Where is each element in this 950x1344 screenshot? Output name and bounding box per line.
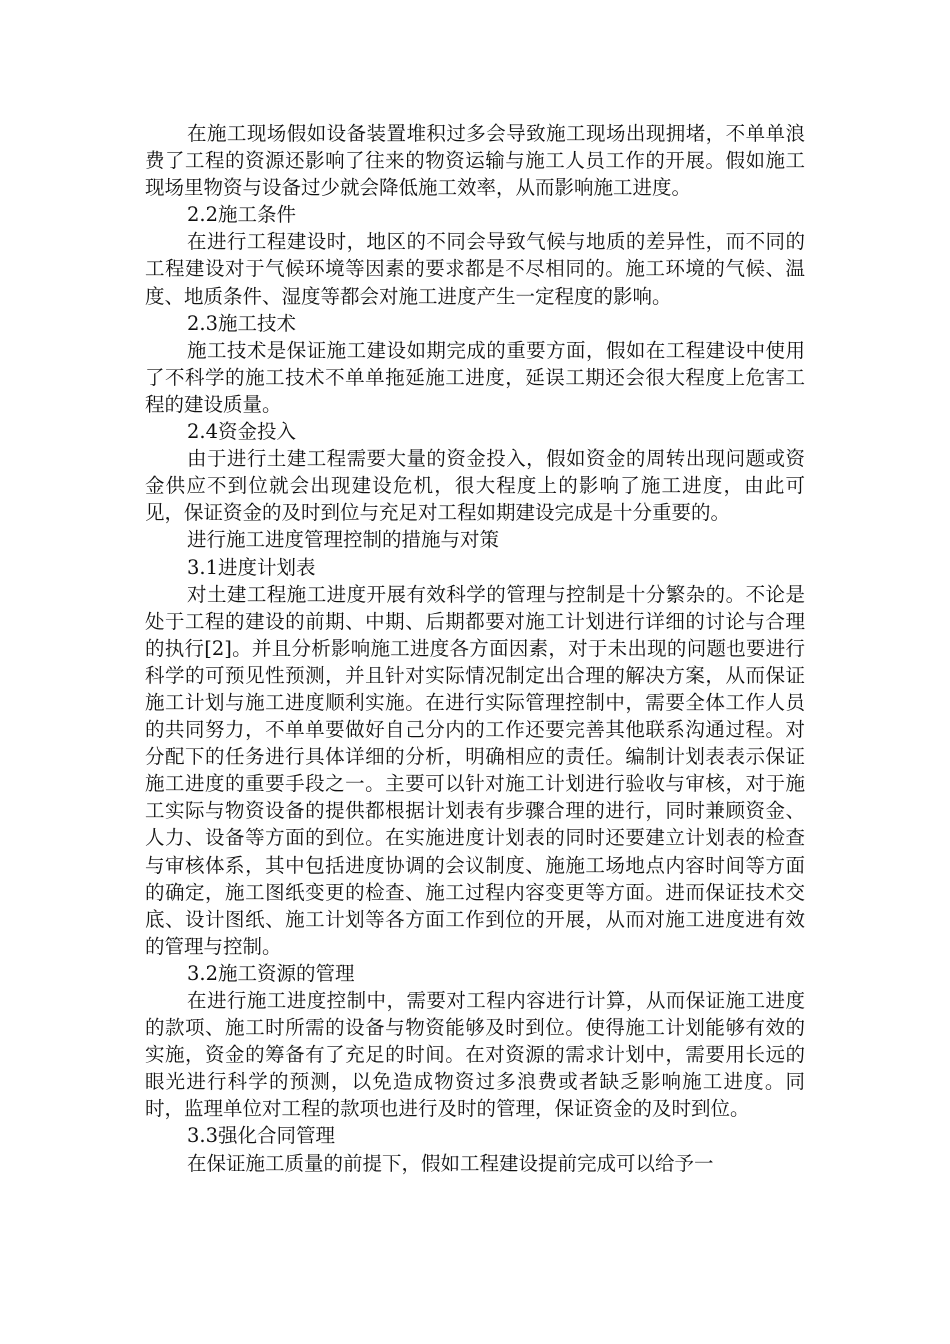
paragraph-construction-technology: 施工技术是保证施工建设如期完成的重要方面，假如在工程建设中使用了不科学的施工技术不单单拖延施工进度，延误工期还会很大程度上危害工程的建设质量。 — [145, 338, 805, 416]
paragraph-construction-conditions: 在进行工程建设时，地区的不同会导致气候与地质的差异性，而不同的工程建设对于气候环境等因素的要求都是不尽相同的。施工环境的气候、温度、地质条件、湿度等都会对施工进度产生一定程度的影响。 — [145, 230, 805, 308]
heading-2-2: 2.2施工条件 — [187, 203, 297, 227]
paragraph-capital-investment: 由于进行土建工程需要大量的资金投入，假如资金的周转出现问题或资金供应不到位就会出现建设危机，很大程度上的影响了施工进度，由此可见，保证资金的及时到位与充足对工程如期建设完成是十分重要的。 — [145, 447, 805, 525]
heading-3-1: 3.1进度计划表 — [187, 555, 316, 579]
paragraph-contract-management: 在保证施工质量的前提下，假如工程建设提前完成可以给予一 — [187, 1151, 714, 1175]
heading-2-3: 2.3施工技术 — [187, 311, 297, 335]
paragraph-site-congestion: 在施工现场假如设备装置堆积过多会导致施工现场出现拥堵，不单单浪费了工程的资源还影响了往来的物资运输与施工人员工作的开展。假如施工现场里物资与设备过少就会降低施工效率，从而影响施工进度。 — [145, 122, 805, 200]
heading-3-3: 3.3强化合同管理 — [187, 1124, 336, 1148]
paragraph-resource-management: 在进行施工进度控制中，需要对工程内容进行计算，从而保证施工进度的款项、施工时所需的设备与物资能够及时到位。使得施工计划能够有效的实施，资金的筹备有了充足的时间。在对资源的需求计划中，需要用长远的眼光进行科学的预测，以免造成物资过多浪费或者缺乏影响施工进度。同时，监理单位对工程的款项也进行及时的管理，保证资金的及时到位。 — [145, 989, 805, 1121]
heading-3-2: 3.2施工资源的管理 — [187, 961, 355, 985]
heading-2-4: 2.4资金投入 — [187, 420, 297, 444]
paragraph-schedule-plan: 对土建工程施工进度开展有效科学的管理与控制是十分繁杂的。不论是处于工程的建设的前期、中期、后期都要对施工计划进行详细的讨论与合理的执行[2]。并且分析影响施工进度各方面因素，对于未出现的问题也要进行科学的可预见性预测，并且针对实际情况制定出合理的解决方案，从而保证施工计划与施工进度顺利实施。在进行实际管理控制中，需要全体工作人员的共同努力，不单单要做好自己分内的工作还要完善其他联系沟通过程。对分配下的任务进行具体详细的分析，明确相应的责任。编制计划表表示保证施工进度的重要手段之一。主要可以针对施工计划进行验收与审核，对于施工实际与物资设备的提供都根据计划表有步骤合理的进行，同时兼顾资金、人力、设备等方面的到位。在实施进度计划表的同时还要建立计划表的检查与审核体系，其中包括进度协调的会议制度、施施工场地点内容时间等方面的确定，施工图纸变更的检查、施工过程内容变更等方面。进而保证技术交底、设计图纸、施工计划等各方面工作到位的开展，从而对施工进度进有效的管理与控制。 — [145, 582, 805, 958]
document-body — [145, 120, 805, 1177]
section-heading-measures: 进行施工进度管理控制的措施与对策 — [187, 528, 500, 552]
